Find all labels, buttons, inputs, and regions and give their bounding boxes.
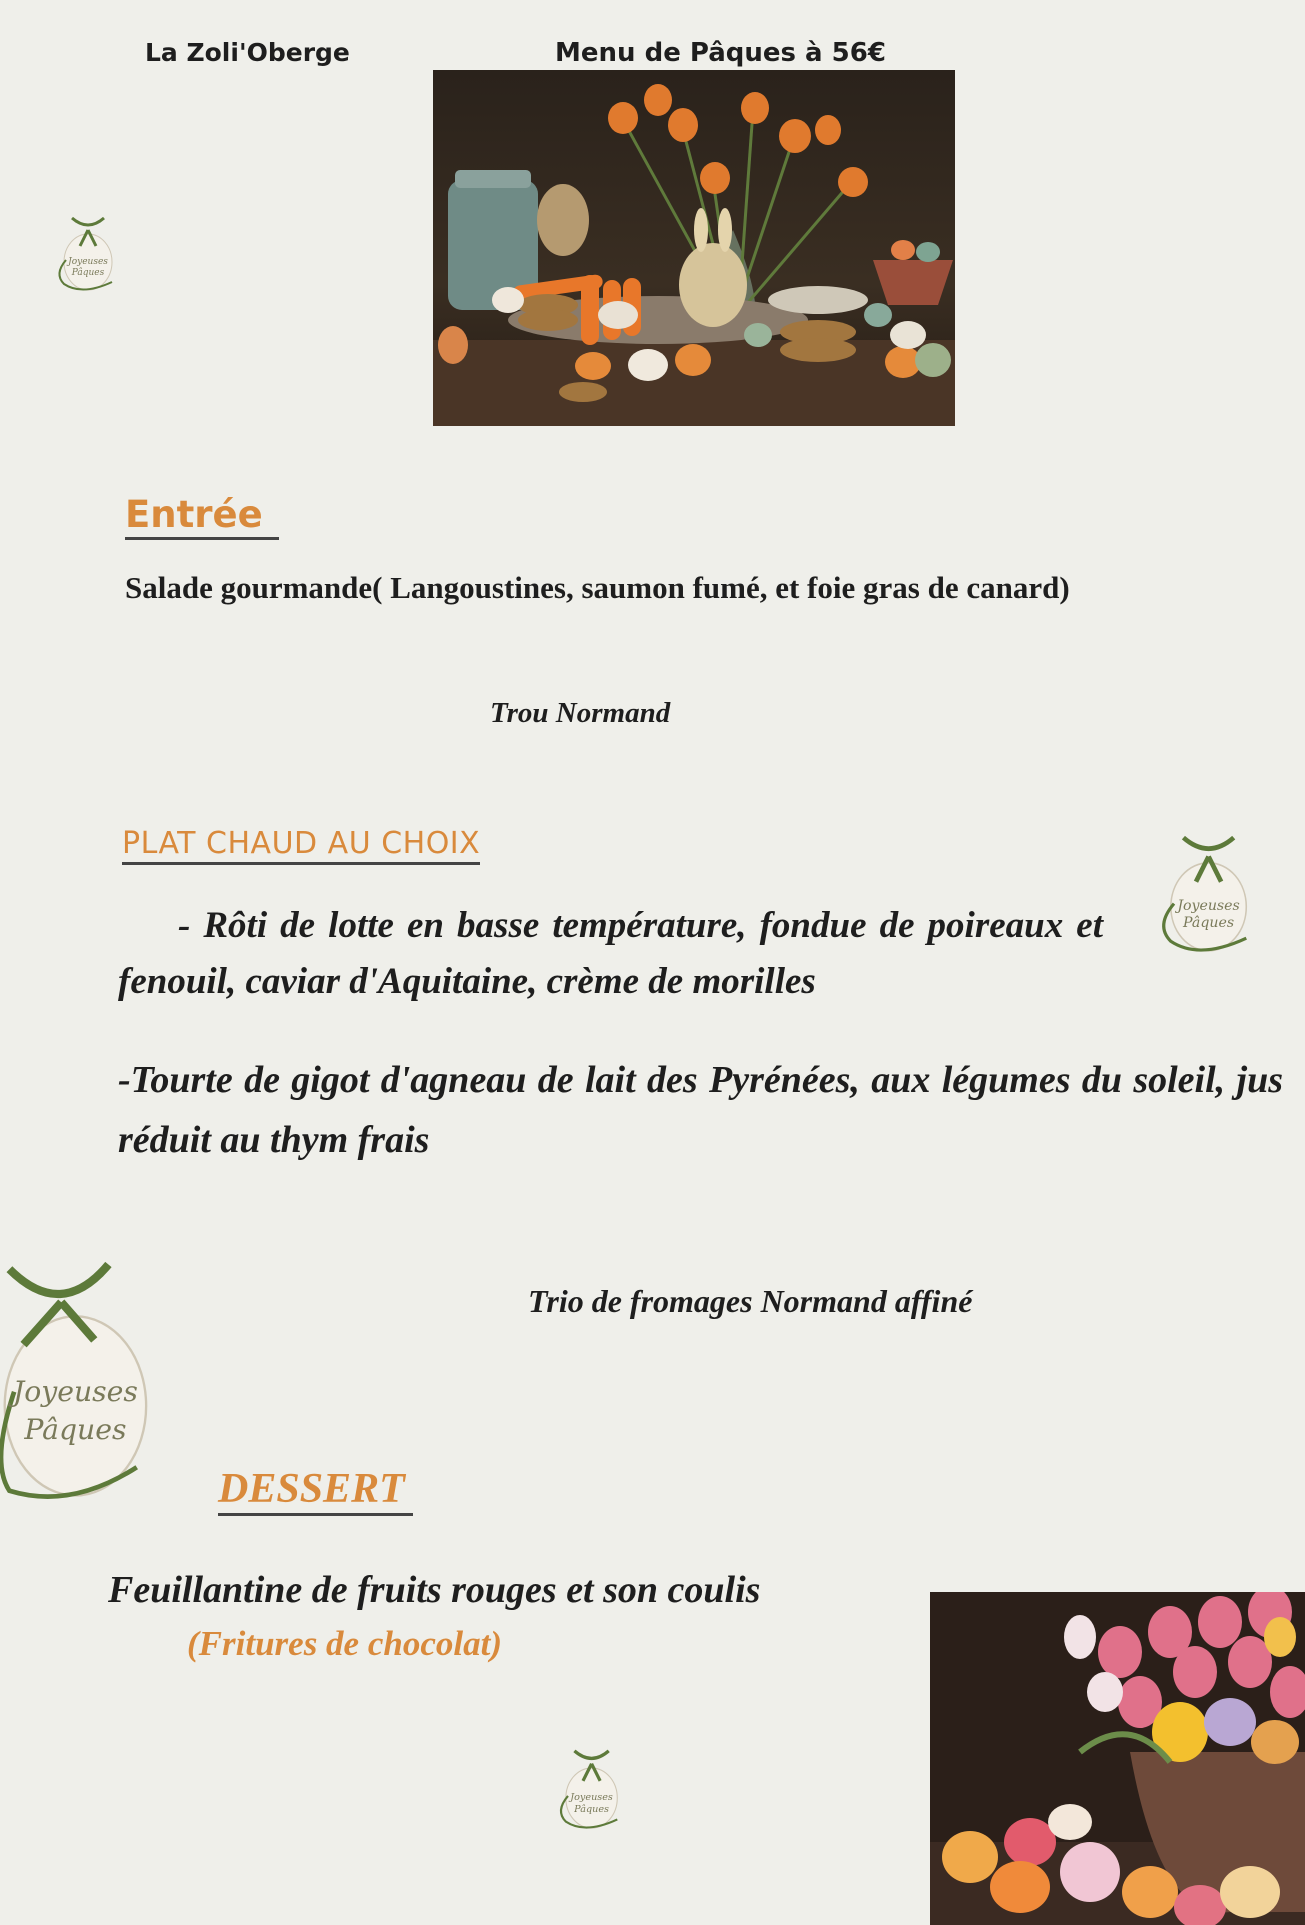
svg-text:Joyeuses: Joyeuses [1177,897,1240,914]
dessert-subtitle: (Fritures de chocolat) [187,1624,502,1663]
svg-text:Pâques: Pâques [1183,915,1235,932]
menu-title: Menu de Pâques à 56€ [555,38,886,68]
easter-table-photo [433,70,955,426]
easter-egg-ornament [553,1740,628,1840]
tulips-eggs-photo [930,1592,1305,1925]
section-title-plat: PLAT CHAUD AU CHOIX [122,826,480,865]
trou-normand: Trou Normand [490,697,671,729]
fromages: Trio de fromages Normand affiné [528,1283,973,1319]
plat-option-2: -Tourte de gigot d'agneau de lait des Pyrénées, aux légumes du soleil, jus réduit au thym frais [118,1059,1283,1161]
section-title-entree: Entrée [125,493,279,540]
svg-text:Joyeuses: Joyeuses [12,1375,138,1409]
plat-option-1: - Rôti de lotte en basse température, fondue de poireaux et fenouil, caviar d'Aquitaine, crème de morilles [118,905,1103,1002]
easter-egg-ornament [1152,826,1262,964]
svg-text:Joyeuses: Joyeuses [570,1792,613,1804]
easter-egg-ornament [52,212,122,297]
easter-egg-ornament-large [0,1250,165,1510]
svg-text:Pâques: Pâques [24,1412,127,1446]
section-title-dessert: DESSERT [218,1465,413,1516]
svg-text:Pâques: Pâques [71,268,105,278]
dessert-dish: Feuillantine de fruits rouges et son coulis [108,1569,761,1611]
entree-dish: Salade gourmande( Langoustines, saumon fumé, et foie gras de canard) [125,570,1070,605]
ornament-text: Joyeuses [68,257,108,267]
svg-text:Pâques: Pâques [574,1803,609,1815]
restaurant-name: La Zoli'Oberge [145,38,350,67]
